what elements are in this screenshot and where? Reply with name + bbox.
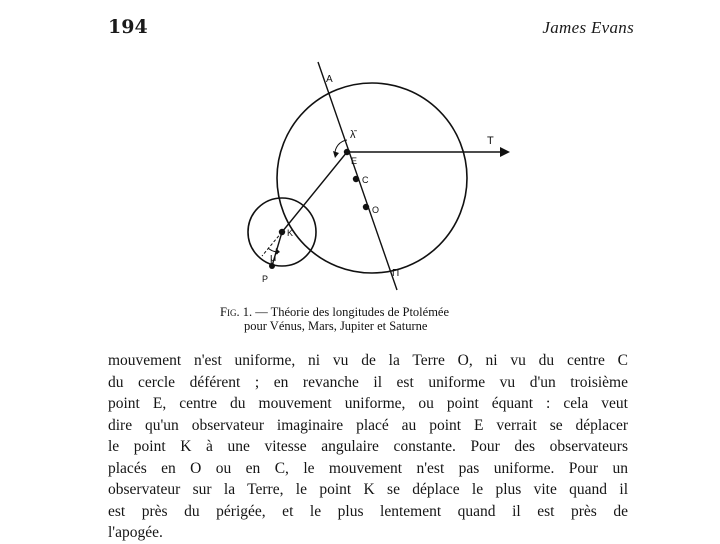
angle-arc-lambda-arrow [333,151,339,158]
label-p: P [262,274,269,284]
text-line: point E, centre du mouvement uniforme, ou point équant : cela veut [108,395,628,412]
caption-subtitle: pour Vénus, Mars, Jupiter et Saturne [244,319,428,333]
text-line: observateur sur la Terre, le point K se déplace le plus vite quand il [108,481,628,498]
text-line: le point K à une vitesse angulaire constante. Pour des observateurs [108,438,628,455]
label-k: K [287,228,294,238]
text-line: dire qu'un observateur imaginaire placé au point E verrait se déplacer [108,416,628,434]
page-number: 194 [108,16,148,38]
label-o: O [372,205,380,215]
text-line: placés en O ou en C, le mouvement n'est pas uniforme. Pour un [108,459,628,477]
label-pi: Π [392,268,400,279]
point-o [363,204,369,210]
point-k [279,229,285,235]
label-t: T [487,135,494,147]
label-lambda: λ̄ [350,129,356,141]
apsidal-line [318,62,400,290]
point-e [344,149,350,155]
caption-fig-label: Fig. 1. [220,305,253,319]
deferent-circle [277,83,467,273]
label-a: A [326,74,333,85]
running-head-author: James Evans [542,18,634,37]
figure-caption [220,305,540,333]
arrowhead-t [500,147,510,157]
label-e: E [351,156,358,166]
caption-title: — Théorie des longitudes de Ptolémée [252,305,450,319]
text-line: mouvement n'est uniforme, ni vu de la Terre O, ni vu du centre C [108,352,628,369]
label-mu: μ̄ [270,252,277,264]
label-c: C [362,175,369,185]
text-line: est près du périgée, et le plus lentement quand il est près de [108,502,628,520]
point-c [353,176,359,182]
text-line: l'apogée. [108,524,163,541]
text-line: du cercle déférent ; en revanche il est uniforme vu d'un troisième [108,373,628,391]
body-paragraph [108,350,628,544]
